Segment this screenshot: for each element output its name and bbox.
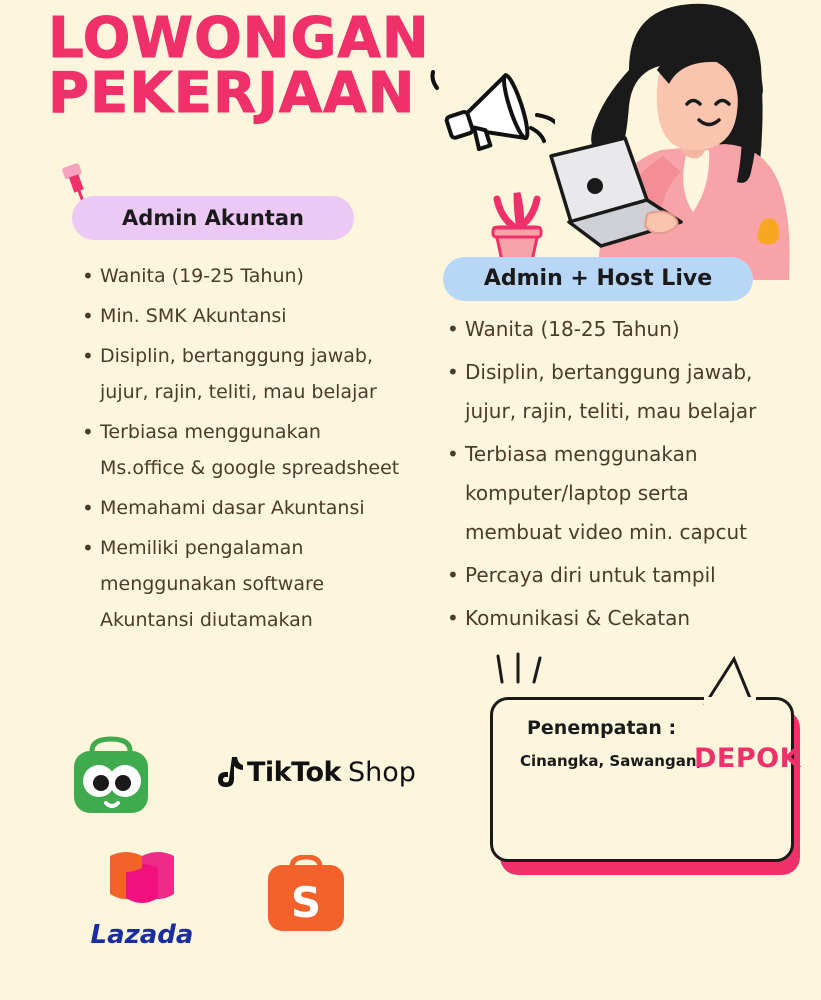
shopee-letter: S	[290, 878, 322, 927]
job-header-admin-akuntan: Admin Akuntan	[72, 196, 354, 240]
list-item: • Disiplin, bertanggung jawab, jujur, rajin, teliti, mau belajar	[443, 353, 788, 431]
list-item: • Wanita (19-25 Tahun)	[78, 258, 408, 294]
tokopedia-logo	[68, 733, 154, 819]
speech-bubble-tail	[700, 655, 760, 705]
tiktok-brand-text: TikTok	[247, 756, 341, 788]
list-item: • Wanita (18-25 Tahun)	[443, 310, 788, 349]
tiktok-shop-logo	[215, 752, 416, 792]
title-line-2: PEKERJAAN	[48, 60, 416, 126]
list-item: • Terbiasa menggunakan Ms.office & google spreadsheet	[78, 414, 408, 486]
speech-bubble-accent-lines	[492, 652, 552, 692]
job-header-admin-host-live: Admin + Host Live	[443, 257, 753, 301]
shopee-logo	[266, 855, 346, 935]
placement-label: Penempatan :	[527, 717, 677, 739]
list-item: • Terbiasa menggunakan komputer/laptop serta membuat video min. capcut	[443, 435, 788, 552]
lazada-logo	[82, 848, 202, 958]
list-item: • Percaya diri untuk tampil	[443, 556, 788, 595]
page-title	[48, 6, 448, 126]
woman-with-laptop-illustration	[511, 0, 801, 280]
list-item: • Min. SMK Akuntansi	[78, 298, 408, 334]
list-item: • Disiplin, bertanggung jawab, jujur, rajin, teliti, mau belajar	[78, 338, 408, 410]
list-item: • Komunikasi & Cekatan	[443, 599, 788, 638]
list-item: • Memiliki pengalaman menggunakan software Akuntansi diutamakan	[78, 530, 408, 638]
lazada-wordmark: Lazada	[90, 920, 194, 950]
requirements-list-admin-akuntan	[78, 258, 408, 642]
list-item: • Memahami dasar Akuntansi	[78, 490, 408, 526]
title-line-1: LOWONGAN	[48, 6, 430, 71]
placement-address: Cinangka, Sawangan,	[520, 752, 703, 770]
tiktok-shop-text: Shop	[347, 756, 416, 788]
requirements-list-admin-host-live	[443, 310, 788, 642]
placement-city: DEPOK	[694, 743, 802, 774]
potted-plant-icon	[482, 185, 552, 265]
tiktok-note-icon	[215, 755, 243, 789]
